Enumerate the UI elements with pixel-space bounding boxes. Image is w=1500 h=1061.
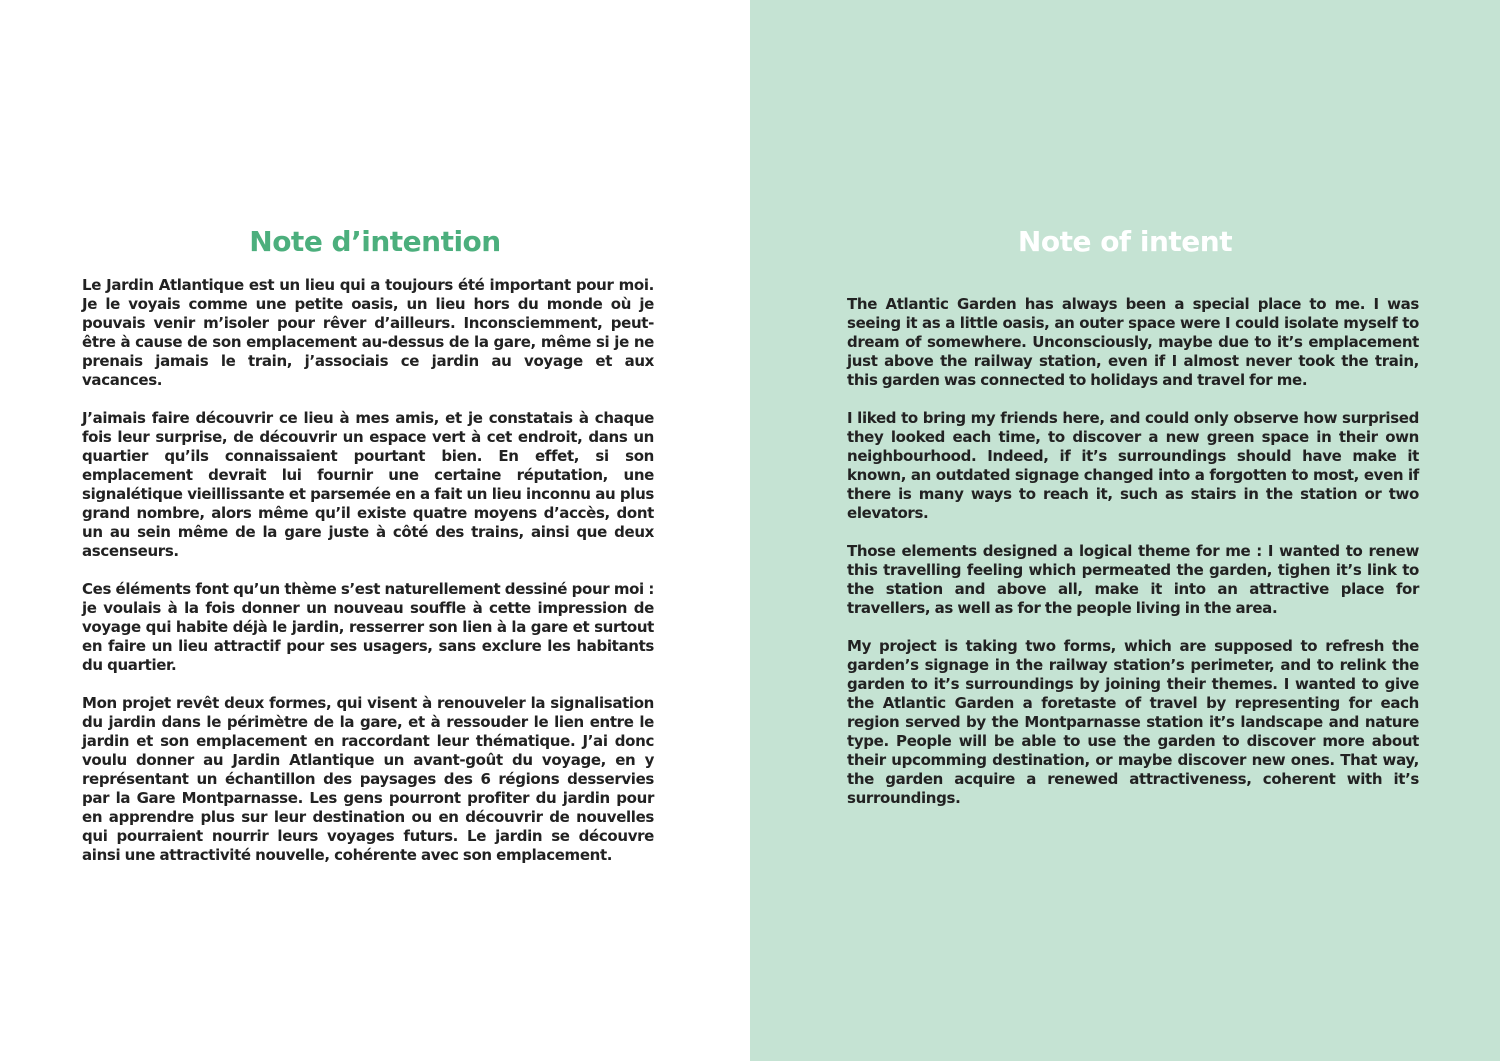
paragraph-3: Those elements designed a logical theme for me : I wanted to renew this travelling feeling which permeated the garden, tighen it’s link to the station and above all, make it into an attractive place for travellers, as well as for the people living in the area. xyxy=(847,542,1419,617)
body-text-english xyxy=(847,295,1419,827)
paragraph-2: J’aimais faire découvrir ce lieu à mes amis, et je constatais à chaque fois leur surprise, de découvrir un espace vert à cet endroit, dans un quartier qu’ils connaissaient pourtant bien. En effet, si son emplacement devrait lui fournir une certaine réputation, une signalétique vieillissante et parsemée en a fait un lieu inconnu au plus grand nombre, alors même qu’il existe quatre moyens d’accès, dont un au sein même de la gare juste à côté des trains, ainsi que deux ascenseurs. xyxy=(82,409,654,560)
paragraph-1: The Atlantic Garden has always been a special place to me. I was seeing it as a little oasis, an outer space were I could isolate myself to dream of somewhere. Unconsciously, maybe due to it’s emplacement just above the railway station, even if I almost never took the train, this garden was connected to holidays and travel for me. xyxy=(847,295,1419,389)
paragraph-4: Mon projet revêt deux formes, qui visent à renouveler la signalisation du jardin dans le périmètre de la gare, et à ressouder le lien entre le jardin et son emplacement en raccordant leur thématique. J’ai donc voulu donner au Jardin Atlantique un avant-goût du voyage, en y représentant un échantillon des paysages des 6 régions desservies par la Gare Montparnasse. Les gens pourront profiter du jardin pour en apprendre plus sur leur destination ou en découvrir de nouvelles qui pourraient nourrir leurs voyages futurs. Le jardin se découvre ainsi une attractivité nouvelle, cohérente avec son emplacement. xyxy=(82,694,654,864)
paragraph-3: Ces éléments font qu’un thème s’est naturellement dessiné pour moi : je voulais à la fois donner un nouveau souffle à cette impression de voyage qui habite déjà le jardin, resserrer son lien à la gare et surtout en faire un lieu attractif pour ses usagers, sans exclure les habitants du quartier. xyxy=(82,580,654,674)
body-text-french xyxy=(82,276,654,884)
paragraph-4: My project is taking two forms, which are supposed to refresh the garden’s signage in the railway station’s perimeter, and to relink the garden to it’s surroundings by joining their themes. I wanted to give the Atlantic Garden a foretaste of travel by representing for each region served by the Montparnasse station it’s landscape and nature type. People will be able to use the garden to discover more about their upcomming destination, or maybe discover new ones. That way, the garden acquire a renewed attractiveness, coherent with it’s surroundings. xyxy=(847,637,1419,807)
page-title-french: Note d’intention xyxy=(249,225,501,258)
right-page-english xyxy=(750,0,1500,1061)
paragraph-1: Le Jardin Atlantique est un lieu qui a toujours été important pour moi. Je le voyais comme une petite oasis, un lieu hors du monde où je pouvais venir m’isoler pour rêver d’ailleurs. Inconsciemment, peut-être à cause de son emplacement au-dessus de la gare, même si je ne prenais jamais le train, j’associais ce jardin au voyage et aux vacances. xyxy=(82,276,654,389)
paragraph-2: I liked to bring my friends here, and could only observe how surprised they looked each time, to discover a new green space in their own neighbourhood. Indeed, if it’s surroundings should have make it known, an outdated signage changed into a forgotten to most, even if there is many ways to reach it, such as stairs in the station or two elevators. xyxy=(847,409,1419,522)
page-title-english: Note of intent xyxy=(1017,225,1233,258)
